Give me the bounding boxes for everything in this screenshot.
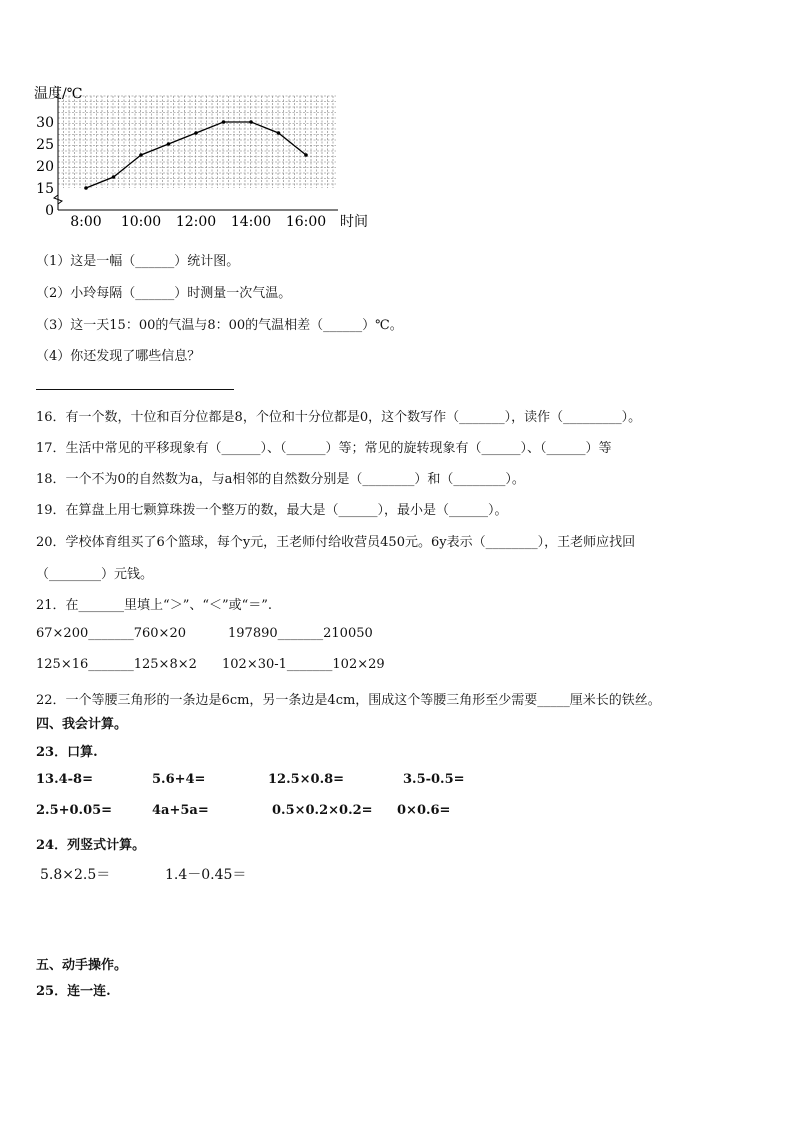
calc-item: 13.4-8= bbox=[36, 772, 93, 787]
x-tick-label: 8:00 bbox=[70, 214, 102, 230]
data-point bbox=[112, 175, 116, 179]
section-5-heading: 五、动手操作。 bbox=[36, 958, 128, 973]
calc-item: 0.5×0.2×0.2= bbox=[272, 803, 373, 818]
question-23: 23．口算. bbox=[36, 745, 98, 760]
y-tick-label: 30 bbox=[36, 115, 54, 131]
x-tick-label: 12:00 bbox=[175, 214, 217, 230]
question-21: 21．在_______里填上“＞”、“＜”或“＝”. bbox=[36, 598, 273, 613]
question-25: 25．连一连. bbox=[36, 984, 111, 999]
data-point bbox=[222, 120, 226, 124]
data-point bbox=[84, 186, 88, 190]
data-point bbox=[249, 120, 253, 124]
calc-item: 2.5+0.05= bbox=[36, 803, 113, 818]
question-19: 19．在算盘上用七颗算珠拨一个整万的数，最大是（______），最小是（______）。 bbox=[36, 503, 508, 518]
y-tick-label: 0 bbox=[45, 203, 54, 219]
question-17: 17．生活中常见的平移现象有（______）、（______）等；常见的旋转现象有（______）、（______）等 bbox=[36, 441, 612, 456]
q15-part1: （1）这是一幅（______）统计图。 bbox=[36, 254, 240, 269]
x-tick-label: 16:00 bbox=[285, 214, 327, 230]
x-axis-label: 时间 bbox=[340, 214, 368, 230]
calc-item: 3.5-0.5= bbox=[403, 772, 465, 787]
calc-item: 4a+5a= bbox=[152, 803, 209, 818]
y-tick-label: 20 bbox=[36, 159, 54, 175]
question-16: 16．有一个数，十位和百分位都是8，个位和十分位都是0，这个数写作（_______），读作（_________）。 bbox=[36, 410, 642, 425]
question-18: 18．一个不为0的自然数为a，与a相邻的自然数分别是（________）和（________）。 bbox=[36, 472, 525, 487]
calc-item: 5.6+4= bbox=[152, 772, 206, 787]
answer-line bbox=[36, 389, 234, 390]
vertical-calc-a: 5.8×2.5＝ bbox=[40, 867, 111, 883]
x-tick-label: 10:00 bbox=[120, 214, 162, 230]
q15-part3: （3）这一天15：00的气温与8：00的气温相差（______）℃。 bbox=[36, 318, 403, 333]
data-point bbox=[304, 153, 308, 157]
data-point bbox=[167, 142, 171, 146]
question-20-line2: （________）元钱。 bbox=[36, 567, 154, 582]
y-tick-label: 15 bbox=[36, 181, 54, 197]
temperature-line-chart bbox=[30, 78, 380, 230]
x-tick-label: 14:00 bbox=[230, 214, 272, 230]
q15-part2: （2）小玲每隔（______）时测量一次气温。 bbox=[36, 286, 292, 301]
data-point bbox=[277, 131, 281, 135]
y-axis-label: 温度/℃ bbox=[34, 86, 83, 102]
q21-item-d: 102×30-1_______102×29 bbox=[222, 657, 385, 672]
calc-item: 12.5×0.8= bbox=[268, 772, 345, 787]
question-24: 24．列竖式计算。 bbox=[36, 838, 146, 853]
question-20-line1: 20．学校体育组买了6个篮球，每个y元，王老师付给收营员450元。6y表示（________），王老师应找回 bbox=[36, 535, 636, 550]
calc-item: 0×0.6= bbox=[397, 803, 451, 818]
question-22: 22．一个等腰三角形的一条边是6cm，另一条边是4cm，围成这个等腰三角形至少需要_____厘米长的铁丝。 bbox=[36, 693, 661, 708]
q15-part4: （4）你还发现了哪些信息？ bbox=[36, 349, 201, 364]
section-4-heading: 四、我会计算。 bbox=[36, 717, 128, 732]
data-point bbox=[194, 131, 198, 135]
q21-item-a: 67×200_______760×20 bbox=[36, 626, 186, 641]
y-tick-label: 25 bbox=[36, 137, 54, 153]
q21-item-c: 125×16_______125×8×2 bbox=[36, 657, 197, 672]
data-point bbox=[139, 153, 143, 157]
q21-item-b: 197890_______210050 bbox=[228, 626, 373, 641]
vertical-calc-b: 1.4－0.45＝ bbox=[165, 867, 247, 883]
